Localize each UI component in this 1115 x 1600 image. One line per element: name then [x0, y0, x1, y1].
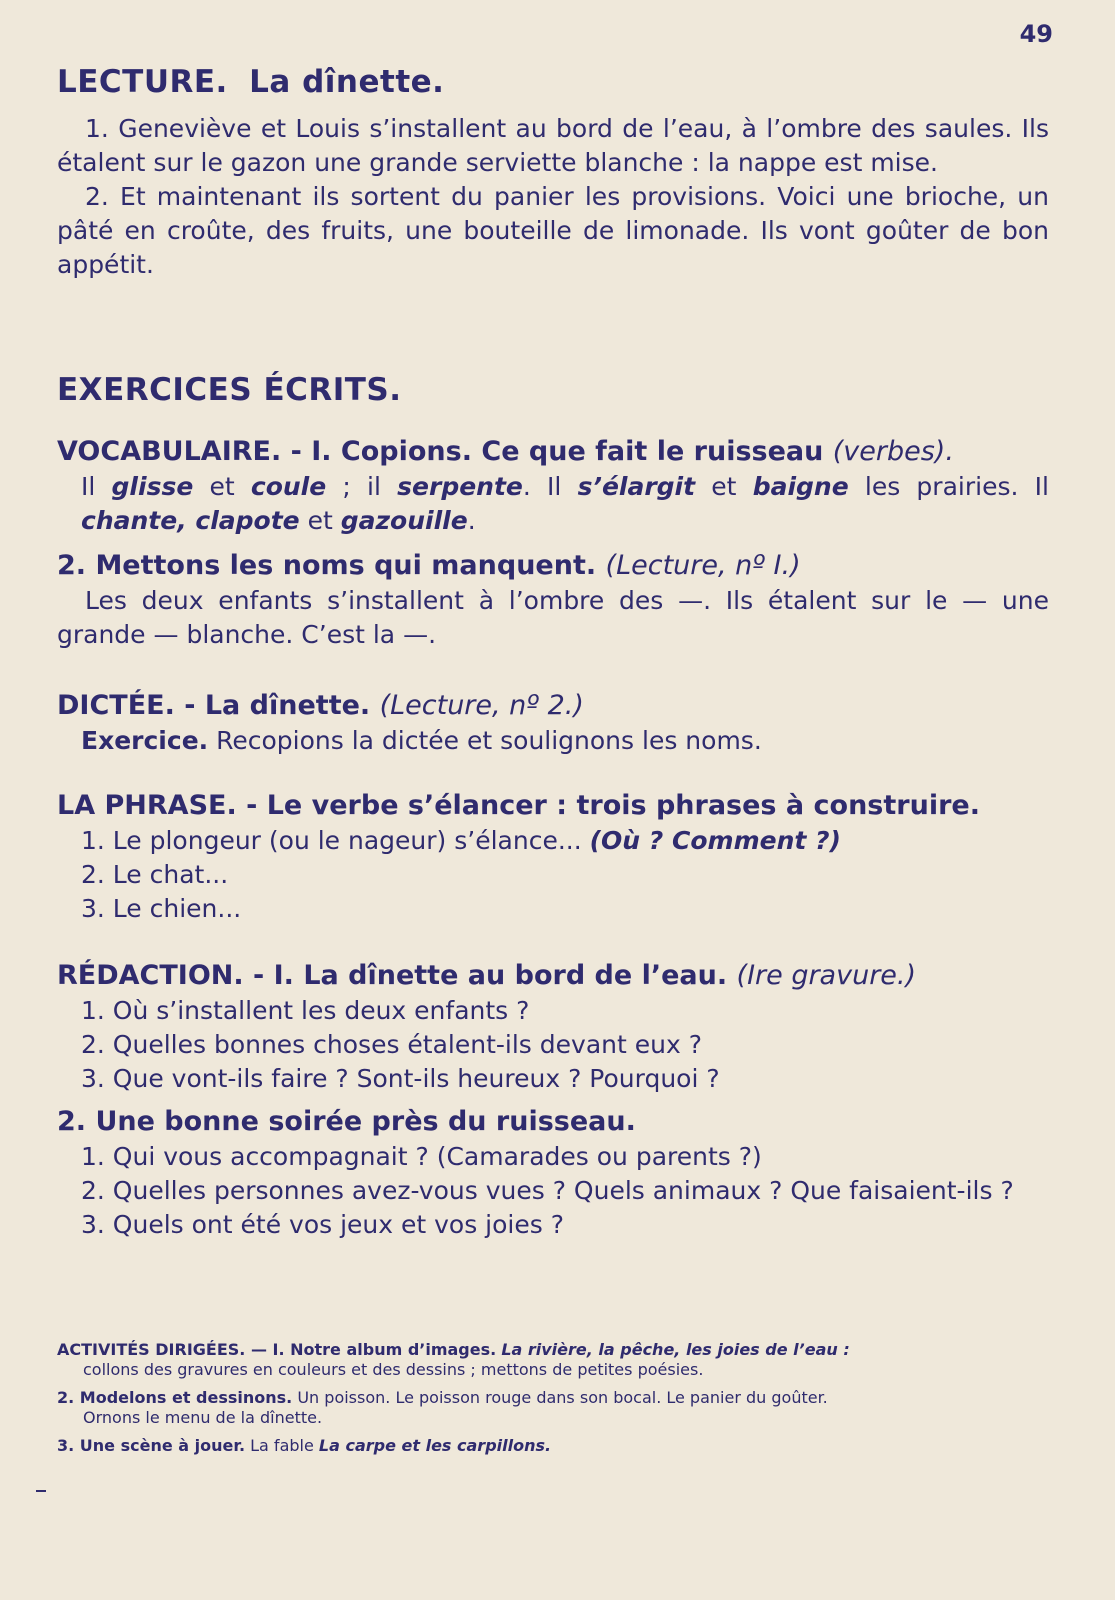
redaction-heading-2: 2. Une bonne soirée près du ruisseau. [57, 1106, 636, 1137]
vocab-text-8: . [467, 506, 476, 535]
exercices-heading-block [57, 372, 1049, 408]
mettons-head-italic: (Lecture, nº I.) [605, 550, 801, 581]
activite-3 [57, 1436, 1049, 1456]
vocab-text-7: et [307, 506, 333, 535]
vocab-word-glisse: glisse [111, 472, 194, 501]
activite-3-bold: 3. Une scène à jouer. [57, 1436, 246, 1455]
activite-2 [57, 1388, 1049, 1408]
activite-2-text: Un poisson. Le poisson rouge dans son bocal. Le panier du goûter. [297, 1388, 828, 1407]
vocabulaire-heading [57, 434, 1049, 470]
vocab-word-selargit: s’élargit [577, 472, 696, 501]
vocab-text-6: les prairies. Il [864, 472, 1049, 501]
phrase-line-3: 3. Le chien... [81, 894, 242, 923]
redaction-section [57, 958, 1049, 1242]
margin-dash [36, 1490, 46, 1492]
dictee-exercise-text: Recopions la dictée et soulignons les noms. [216, 726, 762, 755]
vocab-word-gazouille: gazouille [340, 506, 468, 535]
lecture-section [57, 64, 1049, 282]
phrase-line-1 [57, 824, 1049, 858]
lecture-paragraph-2: 2. Et maintenant ils sortent du panier les provisions. Voici une brioche, un pâté en croûte, des fruits, une bouteille de limonade. Ils vont goûter de bon appétit. [57, 182, 1049, 279]
vocab-text-3: ; il [342, 472, 381, 501]
phrase-heading: LA PHRASE. - Le verbe s’élancer : trois phrases à construire. [57, 790, 980, 821]
activite-2-bold: 2. Modelons et dessinons. [57, 1388, 293, 1407]
lecture-paragraph-1: 1. Geneviève et Louis s’installent au bord de l’eau, à l’ombre des saules. Ils étalent sur le gazon une grande serviette blanche : la nappe est mise. [57, 114, 1049, 177]
dictee-head-italic: (Lecture, nº 2.) [379, 690, 584, 721]
redaction-r-3: 3. Quels ont été vos jeux et vos joies ? [81, 1210, 564, 1239]
phrase-line-1-italic: (Où ? Comment ?) [589, 826, 841, 855]
vocab-word-baigne: baigne [752, 472, 849, 501]
vocabulaire-section [57, 434, 1049, 538]
activite-1-italic: La rivière, la pêche, les joies de l’eau : [501, 1340, 850, 1359]
lecture-title: LECTURE. [57, 64, 228, 100]
mettons-heading [57, 548, 1049, 584]
phrase-line-2: 2. Le chat... [81, 860, 229, 889]
dictee-head: DICTÉE. - La dînette. [57, 690, 371, 721]
vocab-text-2: et [209, 472, 235, 501]
redaction-r-2: 2. Quelles personnes avez-vous vues ? Quels animaux ? Que faisaient-ils ? [81, 1176, 1014, 1205]
redaction-head: RÉDACTION. - I. La dînette au bord de l’eau. [57, 960, 728, 991]
vocab-word-coule: coule [250, 472, 327, 501]
lecture-heading [57, 64, 1049, 100]
dictee-section [57, 688, 1049, 758]
activite-1-bold: ACTIVITÉS DIRIGÉES. — I. Notre album d’images. [57, 1340, 497, 1359]
vocab-text-5: et [711, 472, 737, 501]
mettons-section [57, 548, 1049, 652]
exercices-title: EXERCICES ÉCRITS. [57, 372, 402, 408]
redaction-r-1: 1. Qui vous accompagnait ? (Camarades ou parents ?) [81, 1142, 762, 1171]
vocab-word-chante-clapote: chante, clapote [81, 506, 300, 535]
redaction-heading [57, 958, 1049, 994]
activite-2-text-2: Ornons le menu de la dînette. [83, 1408, 323, 1427]
activite-3-italic: La carpe et les carpillons. [318, 1436, 552, 1455]
phrase-line-1-text: 1. Le plongeur (ou le nageur) s’élance... [81, 826, 582, 855]
dictee-exercise [57, 724, 1049, 758]
redaction-question-1: 1. Où s’installent les deux enfants ? [81, 996, 530, 1025]
mettons-text: Les deux enfants s’installent à l’ombre des —. Ils étalent sur le — une grande — blanche. C’est la —. [57, 586, 1049, 649]
lecture-subtitle: La dînette. [249, 64, 445, 100]
mettons-head: 2. Mettons les noms qui manquent. [57, 550, 597, 581]
page-number: 49 [1019, 20, 1053, 48]
vocabulaire-text [57, 470, 1049, 538]
activite-3-text: La fable [250, 1436, 314, 1455]
redaction-question-2: 2. Quelles bonnes choses étalent-ils devant eux ? [81, 1030, 702, 1059]
redaction-head-italic: (Ire gravure.) [736, 960, 917, 991]
vocab-word-serpente: serpente [397, 472, 523, 501]
vocabulaire-head: VOCABULAIRE. - I. Copions. Ce que fait le ruisseau [57, 436, 824, 467]
vocabulaire-head-italic: (verbes). [832, 436, 954, 467]
vocab-text-1: Il [81, 472, 96, 501]
dictee-heading [57, 688, 1049, 724]
dictee-exercise-label: Exercice. [81, 726, 209, 755]
redaction-question-3: 3. Que vont-ils faire ? Sont-ils heureux ? Pourquoi ? [81, 1064, 720, 1093]
activite-1-text: collons des gravures en couleurs et des dessins ; mettons de petites poésies. [83, 1360, 704, 1379]
activite-1 [57, 1340, 1049, 1360]
vocab-text-4: . Il [522, 472, 562, 501]
phrase-section [57, 788, 1049, 926]
activites-section [57, 1340, 1049, 1456]
